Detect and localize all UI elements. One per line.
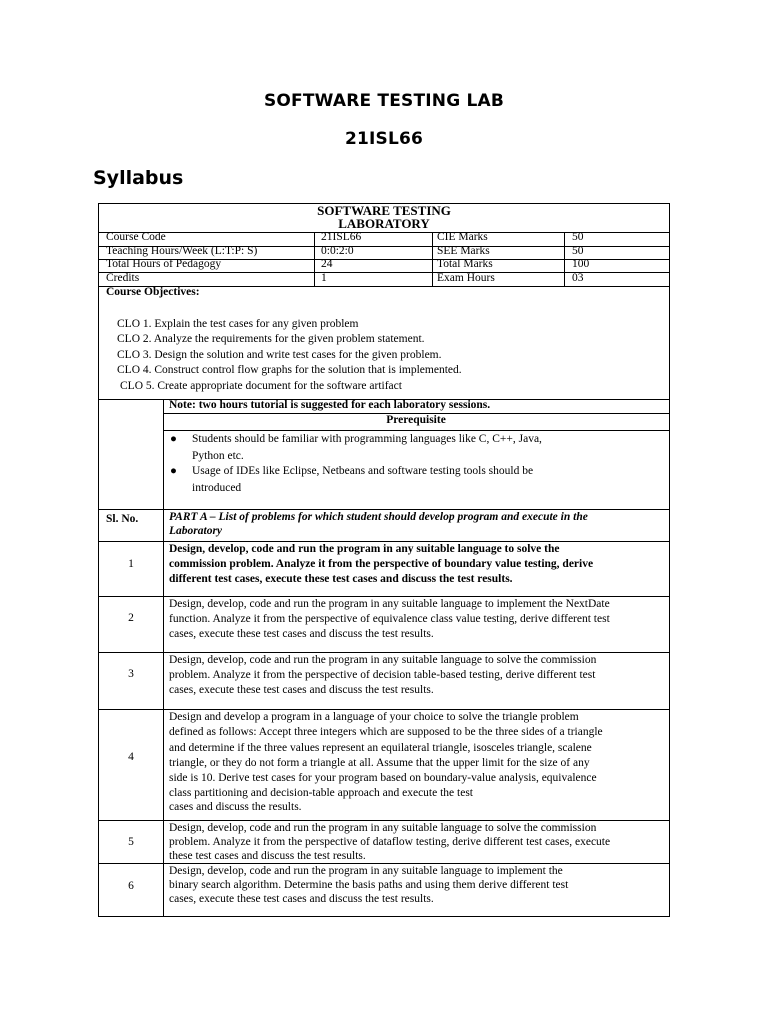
objective-item: CLO 2. Analyze the requirements for the given problem statement. [117, 333, 425, 345]
problem-text: Design, develop, code and run the program in any suitable language to solve the commission problem. Analyze it from the perspective of dataflow testing, derive different test cases, execute these test cases and discuss the test results. [169, 822, 611, 862]
note-text: Note: two hours tutorial is suggested for each laboratory sessions. [169, 399, 491, 411]
course-code-heading: 21ISL66 [344, 129, 424, 149]
document-title: SOFTWARE TESTING LAB [263, 91, 505, 111]
problem-text: Design, develop, code and run the program in any suitable language to implement the binary search algorithm. Determine the basis paths and using them derive different test cases, execute these test cases and discuss the test results. [169, 865, 569, 905]
info-label: Exam Hours [437, 272, 495, 284]
info-label: Total Marks [437, 258, 493, 270]
problem-number: 5 [128, 836, 134, 848]
bullet-icon: ● [170, 433, 177, 445]
table-title-line2: LABORATORY [338, 216, 430, 231]
objective-item: CLO 4. Construct control flow graphs for the solution that is implemented. [117, 364, 462, 376]
info-label: Course Code [106, 231, 166, 243]
info-value: 03 [572, 272, 584, 284]
info-label: SEE Marks [437, 245, 490, 257]
info-value: 21ISL66 [321, 231, 362, 243]
slno-heading: Sl. No. [106, 513, 139, 525]
part-a-heading-line1: PART A – List of problems for which student should develop program and execute in the [169, 511, 588, 523]
info-label: CIE Marks [437, 231, 488, 243]
prerequisite-line: Python etc. [192, 450, 244, 463]
problem-number: 6 [128, 880, 134, 892]
problem-number: 1 [128, 558, 134, 570]
problem-text: Design, develop, code and run the program in any suitable language to solve the commission problem. Analyze it from the perspective of boundary value testing, derive different test cases, execute these test cases and discuss the test results. [169, 543, 594, 585]
problem-text: Design and develop a program in a language of your choice to solve the triangle problem defined as follows: Accept three integers which are supposed to be the three sides of a triangle and determine if the three values represent an equilateral triangle, isosceles triangle, scalene triangle, or they do not form a triangle at all. Assume that the upper limit for the size of any side is 10. Derive test cases for your program based on boundary-value analysis, equivalence class partitioning and decision-table approach and execute the test cases and discuss the results. [169, 711, 603, 813]
prerequisite-line: introduced [192, 482, 242, 495]
syllabus-table [98, 203, 670, 917]
info-label: Total Hours of Pedagogy [106, 258, 222, 270]
syllabus-heading: Syllabus [93, 167, 184, 189]
prerequisite-heading: Prerequisite [386, 414, 446, 426]
objective-item: CLO 5. Create appropriate document for the software artifact [120, 380, 402, 392]
problem-text: Design, develop, code and run the program in any suitable language to implement the NextDate function. Analyze it from the perspective of equivalence class value testing, derive different test cases, execute these test cases and discuss the test results. [169, 598, 610, 640]
problem-number: 2 [128, 612, 134, 624]
objective-item: CLO 3. Design the solution and write test cases for the given problem. [117, 349, 442, 361]
info-value: 1 [321, 272, 327, 284]
info-label: Credits [106, 272, 140, 284]
problem-number: 4 [128, 751, 134, 763]
info-value: 24 [321, 258, 333, 270]
bullet-icon: ● [170, 465, 177, 477]
info-value: 100 [572, 258, 590, 270]
problem-number: 3 [128, 668, 134, 680]
info-value: 50 [572, 245, 584, 257]
table-title-line1: SOFTWARE TESTING [317, 203, 451, 218]
info-label: Teaching Hours/Week (L:T:P: S) [106, 245, 258, 257]
prerequisite-item [170, 465, 622, 495]
prerequisite-line: Students should be familiar with programming languages like C, C++, Java, [192, 433, 542, 445]
info-value: 0:0:2:0 [321, 245, 354, 257]
prerequisite-item [170, 433, 622, 463]
prerequisite-line: Usage of IDEs like Eclipse, Netbeans and software testing tools should be [192, 465, 534, 477]
objectives-heading: Course Objectives: [106, 286, 200, 298]
part-a-heading-line2: Laboratory [169, 525, 223, 537]
info-value: 50 [572, 231, 584, 243]
objective-item: CLO 1. Explain the test cases for any given problem [117, 318, 359, 330]
problem-text: Design, develop, code and run the program in any suitable language to solve the commission problem. Analyze it from the perspective of decision table-based testing, derive different test cases, execute these test cases and discuss the test results. [169, 654, 597, 696]
